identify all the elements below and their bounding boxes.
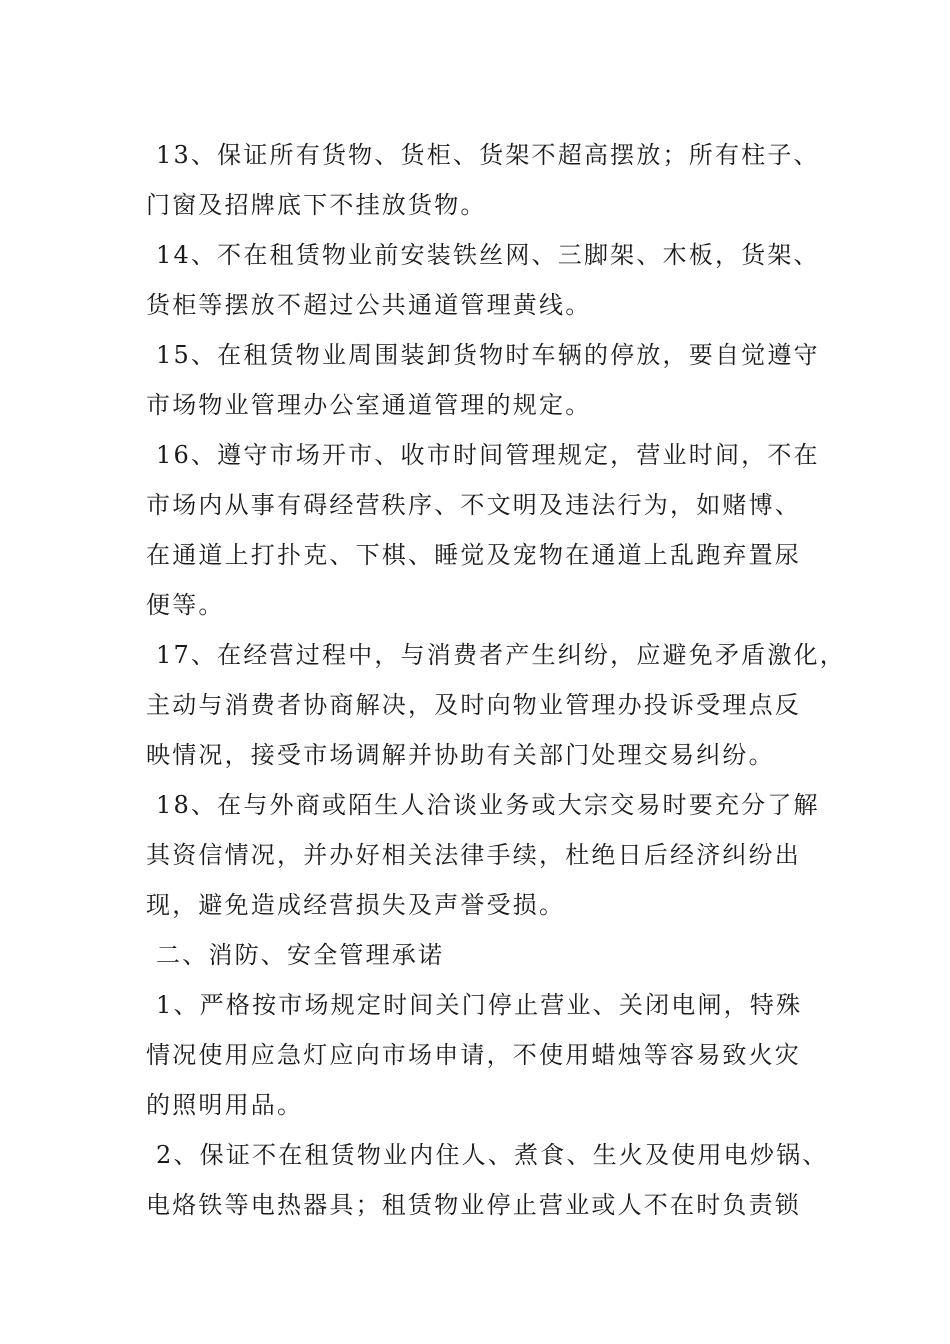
text-line: 在通道上打扑克、下棋、睡觉及宠物在通道上乱跑弃置尿 [146, 541, 801, 569]
text-line: 门窗及招牌底下不挂放货物。 [146, 191, 487, 219]
text-line: 15、在租赁物业周围装卸货物时车辆的停放，要自觉遵守 [156, 341, 820, 369]
text-line: 13、保证所有货物、货柜、货架不超高摆放；所有柱子、 [156, 141, 820, 169]
text-line: 2、保证不在租赁物业内住人、煮食、生火及使用电炒锅、 [156, 1141, 829, 1169]
text-line: 市场内从事有碍经营秩序、不文明及违法行为，如赌博、 [146, 491, 801, 519]
section-heading: 二、消防、安全管理承诺 [156, 941, 445, 969]
text-line: 18、在与外商或陌生人洽谈业务或大宗交易时要充分了解 [156, 791, 820, 819]
text-line: 的照明用品。 [146, 1091, 304, 1119]
text-line: 情况使用应急灯应向市场申请，不使用蜡烛等容易致火灾 [146, 1041, 801, 1069]
text-line: 电烙铁等电热器具；租赁物业停止营业或人不在时负责锁 [146, 1191, 801, 1219]
text-line: 映情况，接受市场调解并协助有关部门处理交易纠纷。 [146, 741, 775, 769]
text-line: 便等。 [146, 591, 225, 619]
text-line: 市场物业管理办公室通道管理的规定。 [146, 391, 592, 419]
text-line: 1、严格按市场规定时间关门停止营业、关闭电闸，特殊 [156, 991, 803, 1019]
text-line: 主动与消费者协商解决，及时向物业管理办投诉受理点反 [146, 691, 801, 719]
text-line: 其资信情况，并办好相关法律手续，杜绝日后经济纠纷出 [146, 841, 801, 869]
document-body [146, 130, 846, 1230]
text-line: 16、遵守市场开市、收市时间管理规定，营业时间，不在 [156, 441, 820, 469]
text-line: 14、不在租赁物业前安装铁丝网、三脚架、木板，货架、 [156, 241, 820, 269]
text-line: 现，避免造成经营损失及声誉受损。 [146, 891, 566, 919]
text-line: 17、在经营过程中，与消费者产生纠纷，应避免矛盾激化， [156, 641, 846, 669]
text-line: 货柜等摆放不超过公共通道管理黄线。 [146, 291, 592, 319]
